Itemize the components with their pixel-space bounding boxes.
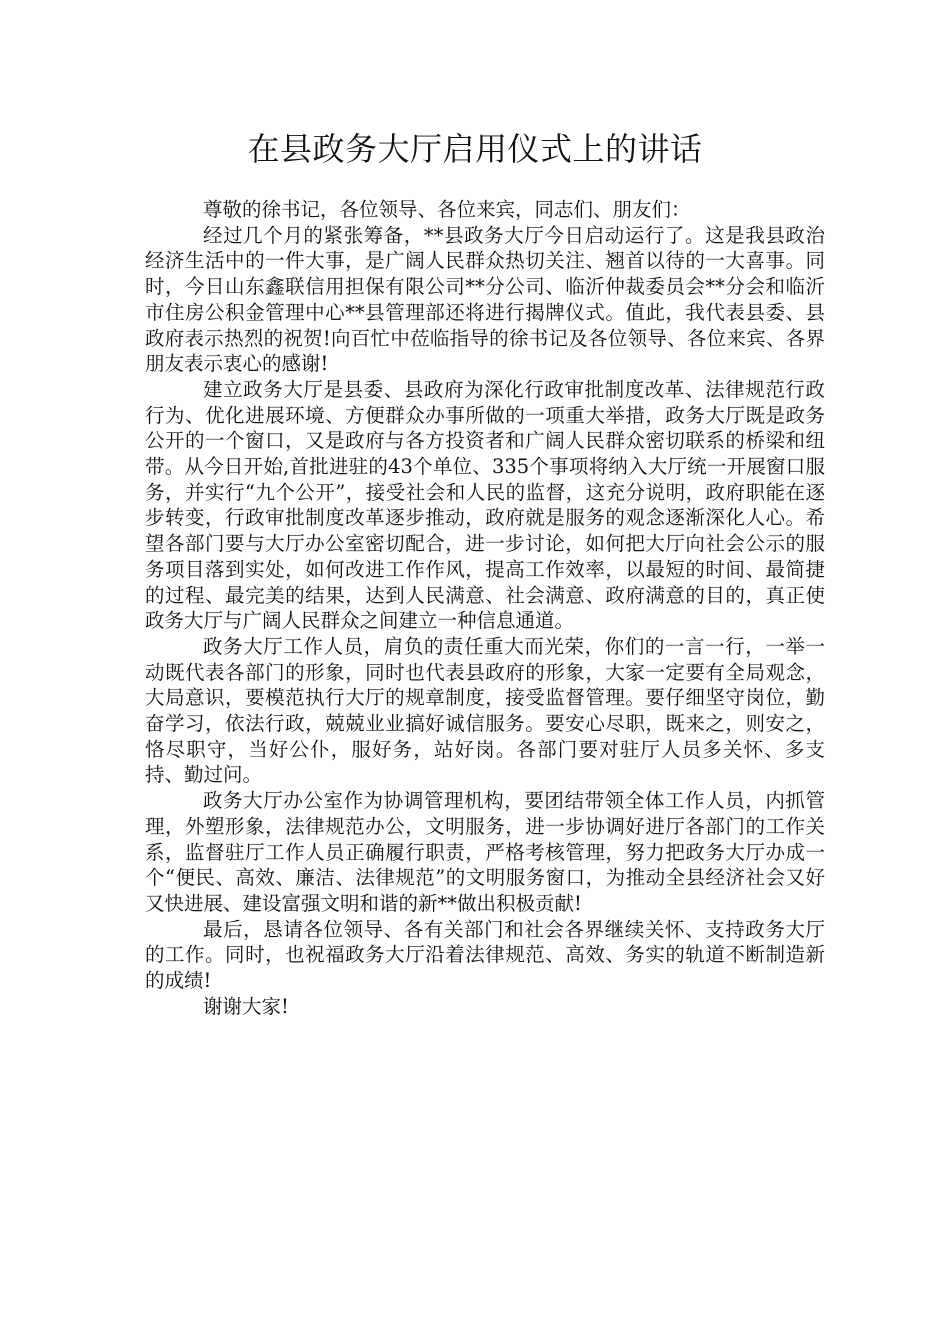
body-paragraph: 政务大厅工作人员，肩负的责任重大而光荣，你们的一言一行，一举一动既代表各部门的形象，同时也代表县政府的形象，大家一定要有全局观念，大局意识，要模范执行大厅的规章制度，接受监督管理。要仔细坚守岗位，勤奋学习，依法行政，兢兢业业搞好诚信服务。要安心尽职，既来之，则安之，恪尽职守，当好公仆，服好务，站好岗。各部门要对驻厅人员多关怀、多支持、勤过问。: [145, 634, 825, 787]
closing-paragraph: 谢谢大家!: [203, 994, 289, 1018]
body-paragraph: 经过几个月的紧张筹备，**县政务大厅今日启动运行了。这是我县政治经济生活中的一件大事，是广阔人民群众热切关注、翘首以待的一大喜事。同时，今日山东鑫联信用担保有限公司**分公司、临沂仲裁委员会**分会和临沂市住房公积金管理中心**县管理部还将进行揭牌仪式。值此，我代表县委、县政府表示热烈的祝贺!向百忙中莅临指导的徐书记及各位领导、各位来宾、各界朋友表示衷心的感谢!: [145, 223, 825, 376]
body-paragraph: 政务大厅办公室作为协调管理机构，要团结带领全体工作人员，内抓管理，外塑形象，法律规范办公，文明服务，进一步协调好进厅各部门的工作关系，监督驻厅工作人员正确履行职责，严格考核管理，努力把政务大厅办成一个“便民、高效、廉洁、法律规范”的文明服务窗口，为推动全县经济社会又好又快进展、建设富强文明和谐的新**做出积极贡献!: [145, 789, 825, 915]
body-paragraph: 建立政务大厅是县委、县政府为深化行政审批制度改革、法律规范行政行为、优化进展环境、方便群众办事所做的一项重大举措，政务大厅既是政务公开的一个窗口，又是政府与各方投资者和广阔人民群众密切联系的桥梁和纽带。从今日开始,首批进驻的43个单位、335个事项将纳入大厅统一开展窗口服务，并实行“九个公开”，接受社会和人民的监督，这充分说明，政府职能在逐步转变，行政审批制度改革逐步推动，政府就是服务的观念逐渐深化人心。希望各部门要与大厅办公室密切配合，进一步讨论，如何把大厅向社会公示的服务项目落到实处，如何改进工作作风，提高工作效率，以最短的时间、最简捷的过程、最完美的结果，达到人民满意、社会满意、政府满意的目的，真正使政务大厅与广阔人民群众之间建立一种信息通道。: [145, 377, 825, 633]
document-title: 在县政务大厅启用仪式上的讲话: [247, 130, 703, 168]
greeting-paragraph: 尊敬的徐书记，各位领导、各位来宾，同志们、朋友们：: [203, 198, 691, 221]
document-body: [145, 197, 825, 1020]
body-paragraph: 最后，恳请各位领导、各有关部门和社会各界继续关怀、支持政务大厅的工作。同时，也祝福政务大厅沿着法律规范、高效、务实的轨道不断制造新的成绩!: [145, 917, 825, 993]
